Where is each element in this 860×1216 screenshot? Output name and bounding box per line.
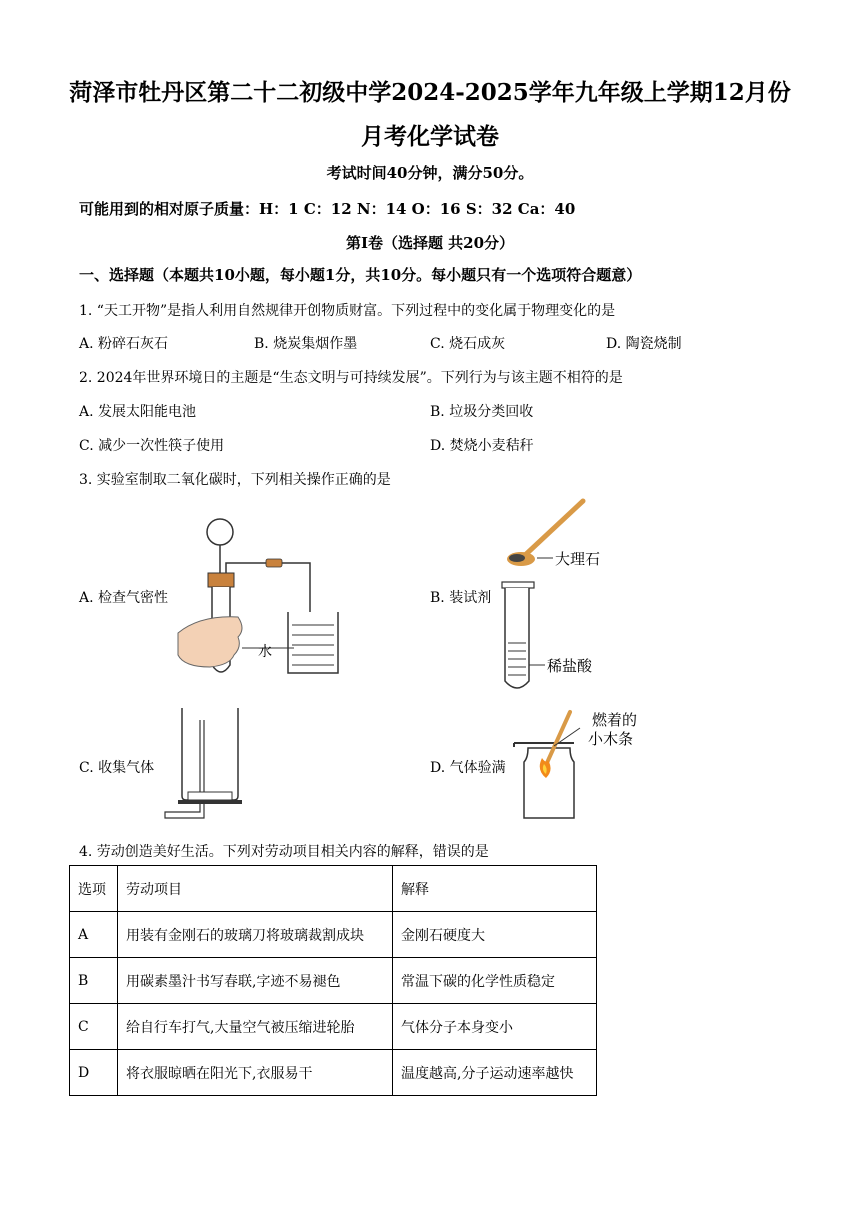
q3-option-b: B. 装试剂 bbox=[430, 590, 492, 606]
exam-title-line2: 月考化学试卷 bbox=[361, 123, 499, 150]
figure-check-full bbox=[510, 700, 680, 825]
figure-collect-gas bbox=[160, 700, 270, 820]
row-labor-item: 给自行车打气,大量空气被压缩进轮胎 bbox=[118, 1004, 393, 1050]
row-option: D bbox=[70, 1050, 118, 1096]
q3-stem: 3. 实验室制取二氧化碳时，下列相关操作正确的是 bbox=[79, 472, 391, 488]
header-explanation: 解释 bbox=[393, 866, 597, 912]
exam-info: 考试时间40分钟，满分50分。 bbox=[326, 164, 534, 182]
q1-option-d: D. 陶瓷烧制 bbox=[606, 336, 682, 352]
section-heading: 一、选择题（本题共10小题，每小题1分，共10分。每小题只有一个选项符合题意） bbox=[79, 266, 642, 284]
row-explanation: 常温下碳的化学性质稳定 bbox=[393, 958, 597, 1004]
q3-option-c: C. 收集气体 bbox=[79, 760, 155, 776]
q2-option-c: C. 减少一次性筷子使用 bbox=[79, 438, 225, 454]
table-row bbox=[70, 1004, 597, 1050]
q3-option-a: A. 检查气密性 bbox=[79, 590, 169, 606]
row-labor-item: 用碳素墨汁书写春联,字迹不易褪色 bbox=[118, 958, 393, 1004]
q2-option-a: A. 发展太阳能电池 bbox=[79, 404, 197, 420]
figure-add-reagent bbox=[495, 495, 635, 695]
row-labor-item: 用装有金刚石的玻璃刀将玻璃裁割成块 bbox=[118, 912, 393, 958]
table-header-row bbox=[70, 866, 597, 912]
header-option: 选项 bbox=[70, 866, 118, 912]
row-explanation: 温度越高,分子运动速率越快 bbox=[393, 1050, 597, 1096]
row-option: A bbox=[70, 912, 118, 958]
row-option: C bbox=[70, 1004, 118, 1050]
q2-option-d: D. 焚烧小麦秸秆 bbox=[430, 438, 534, 454]
row-labor-item: 将衣服晾晒在阳光下,衣服易干 bbox=[118, 1050, 393, 1096]
label-dilute-acid: 稀盐酸 bbox=[547, 657, 593, 675]
table-row bbox=[70, 912, 597, 958]
part-heading: 第Ⅰ卷（选择题 共20分） bbox=[345, 234, 515, 252]
figure-airtightness-check bbox=[170, 505, 370, 690]
atomic-mass-line: 可能用到的相对原子质量：H：1 C：12 N：14 O：16 S：32 Ca：40 bbox=[79, 200, 576, 218]
table-row bbox=[70, 1050, 597, 1096]
q2-option-b: B. 垃圾分类回收 bbox=[430, 404, 534, 420]
label-burning-stick-1: 燃着的 bbox=[592, 711, 638, 729]
exam-title-line1: 菏泽市牡丹区第二十二初级中学2024-2025学年九年级上学期12月份 bbox=[69, 79, 791, 106]
q4-table bbox=[69, 865, 597, 1096]
label-burning-stick-2: 小木条 bbox=[588, 730, 634, 748]
label-marble: 大理石 bbox=[555, 550, 601, 568]
q1-option-c: C. 烧石成灰 bbox=[430, 336, 506, 352]
q1-stem: 1. “天工开物”是指人利用自然规律开创物质财富。下列过程中的变化属于物理变化的是 bbox=[79, 303, 616, 319]
header-labor-item: 劳动项目 bbox=[118, 866, 393, 912]
row-option: B bbox=[70, 958, 118, 1004]
q2-stem: 2. 2024年世界环境日的主题是“生态文明与可持续发展”。下列行为与该主题不相符的是 bbox=[79, 370, 623, 386]
row-explanation: 金刚石硬度大 bbox=[393, 912, 597, 958]
row-explanation: 气体分子本身变小 bbox=[393, 1004, 597, 1050]
q4-stem: 4. 劳动创造美好生活。下列对劳动项目相关内容的解释，错误的是 bbox=[79, 844, 489, 860]
table-row bbox=[70, 958, 597, 1004]
label-water: 水 bbox=[258, 644, 272, 660]
q3-option-d: D. 气体验满 bbox=[430, 760, 506, 776]
q1-option-a: A. 粉碎石灰石 bbox=[79, 336, 169, 352]
q1-option-b: B. 烧炭集烟作墨 bbox=[254, 336, 358, 352]
